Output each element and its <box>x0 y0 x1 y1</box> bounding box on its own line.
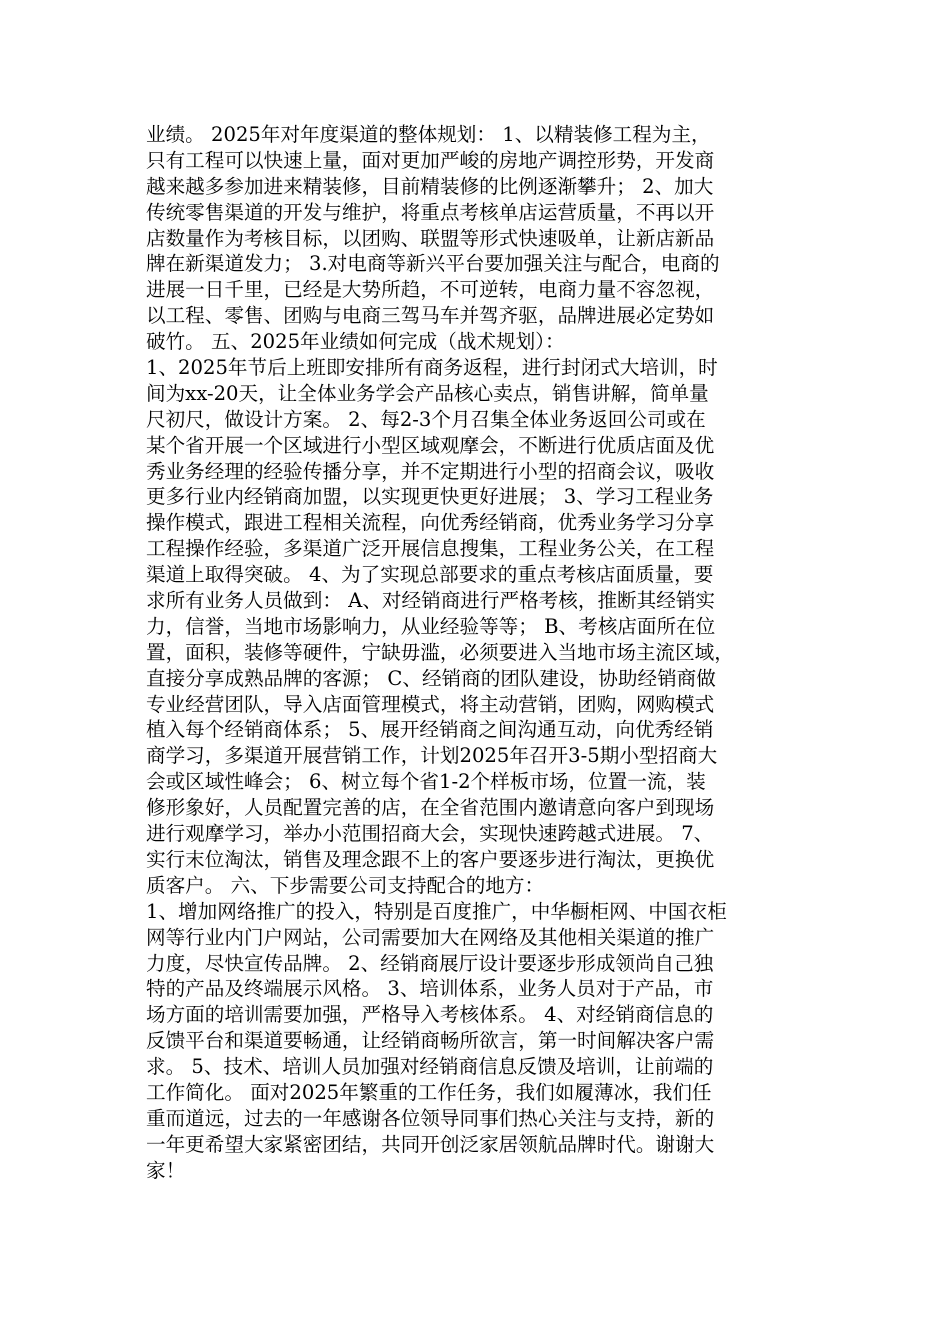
text-line: 力度，尽快宣传品牌。 2、经销商展厅设计要逐步形成领尚自己独 <box>146 951 714 975</box>
text-line: 修形象好，人员配置完善的店，在全省范围内邀请意向客户到现场 <box>146 796 715 820</box>
text-line: 1、增加网络推广的投入，特别是百度推广，中华橱柜网、中国衣柜 <box>146 899 727 923</box>
text-line: 会或区域性峰会； 6、树立每个省1-2个样板市场，位置一流，装 <box>146 770 706 794</box>
text-line: 进行观摩学习，举办小范围招商大会，实现快速跨越式进展。 7、 <box>146 822 714 846</box>
text-line: 传统零售渠道的开发与维护，将重点考核单店运营质量，不再以开 <box>146 200 715 224</box>
text-line: 直接分享成熟品牌的客源； C、经销商的团队建设，协助经销商做 <box>146 666 716 690</box>
text-line: 植入每个经销商体系； 5、展开经销商之间沟通互动，向优秀经销 <box>146 718 714 742</box>
text-line: 秀业务经理的经验传播分享，并不定期进行小型的招商会议，吸收 <box>146 459 715 483</box>
text-line: 求。 5、技术、培训人员加强对经销商信息反馈及培训，让前端的 <box>146 1055 714 1079</box>
text-line: 牌在新渠道发力； 3.对电商等新兴平台要加强关注与配合，电商的 <box>146 252 720 276</box>
text-line: 渠道上取得突破。 4、为了实现总部要求的重点考核店面质量，要 <box>146 563 714 587</box>
text-line: 质客户。 六、下步需要公司支持配合的地方： <box>146 873 545 897</box>
text-line: 置，面积，装修等硬件，宁缺毋滥，必须要进入当地市场主流区域， <box>146 640 734 664</box>
text-line: 工程操作经验，多渠道广泛开展信息搜集，工程业务公关，在工程 <box>146 537 715 561</box>
document-body-text <box>146 122 806 1184</box>
text-line: 反馈平台和渠道要畅通，让经销商畅所欲言，第一时间解决客户需 <box>146 1029 715 1053</box>
text-line: 某个省开展一个区域进行小型区域观摩会，不断进行优质店面及优 <box>146 433 715 457</box>
text-line: 实行末位淘汰，销售及理念跟不上的客户要逐步进行淘汰，更换优 <box>146 847 715 871</box>
text-line: 更多行业内经销商加盟，以实现更快更好进展； 3、学习工程业务 <box>146 485 714 509</box>
text-line: 店数量作为考核目标，以团购、联盟等形式快速吸单，让新店新品 <box>146 226 715 250</box>
text-line: 操作模式，跟进工程相关流程，向优秀经销商，优秀业务学习分享 <box>146 511 715 535</box>
text-line: 1、2025年节后上班即安排所有商务返程，进行封闭式大培训，时 <box>146 356 718 380</box>
text-line: 网等行业内门户网站，公司需要加大在网络及其他相关渠道的推广 <box>146 925 715 949</box>
text-line: 尺初尺，做设计方案。 2、每2-3个月召集全体业务返回公司或在 <box>146 407 706 431</box>
text-line: 业绩。 2025年对年度渠道的整体规划： 1、以精装修工程为主， <box>146 123 711 146</box>
text-line: 专业经营团队，导入店面管理模式，将主动营销，团购，网购模式 <box>146 692 715 716</box>
text-line: 商学习，多渠道开展营销工作，计划2025年召开3-5期小型招商大 <box>146 744 718 768</box>
text-line: 一年更希望大家紧密团结，共同开创泛家居领航品牌时代。谢谢大 <box>146 1132 715 1156</box>
text-line: 只有工程可以快速上量，面对更加严峻的房地产调控形势，开发商 <box>146 148 715 172</box>
text-line: 工作简化。 面对2025年繁重的工作任务，我们如履薄冰，我们任 <box>146 1080 712 1104</box>
text-line: 破竹。 五、2025年业绩如何完成（战术规划）： <box>146 330 565 354</box>
text-line: 以工程、零售、团购与电商三驾马车并驾齐驱，品牌进展必定势如 <box>146 304 715 328</box>
text-line: 越来越多参加进来精装修，目前精装修的比例逐渐攀升； 2、加大 <box>146 174 714 198</box>
text-line: 求所有业务人员做到： A、对经销商进行严格考核，推断其经销实 <box>146 589 716 613</box>
text-line: 特的产品及终端展示风格。 3、培训体系，业务人员对于产品，市 <box>146 977 714 1001</box>
text-line: 重而道远，过去的一年感谢各位领导同事们热心关注与支持，新的 <box>146 1106 715 1130</box>
text-line: 力，信誉，当地市场影响力，从业经验等等； B、考核店面所在位 <box>146 614 716 638</box>
text-line: 进展一日千里，已经是大势所趋，不可逆转，电商力量不容忽视， <box>146 278 715 302</box>
text-line: 间为xx-20天，让全体业务学会产品核心卖点，销售讲解，简单量 <box>146 381 709 405</box>
text-line: 场方面的培训需要加强，严格导入考核体系。 4、对经销商信息的 <box>146 1003 714 1027</box>
text-line: 家！ <box>146 1158 186 1182</box>
